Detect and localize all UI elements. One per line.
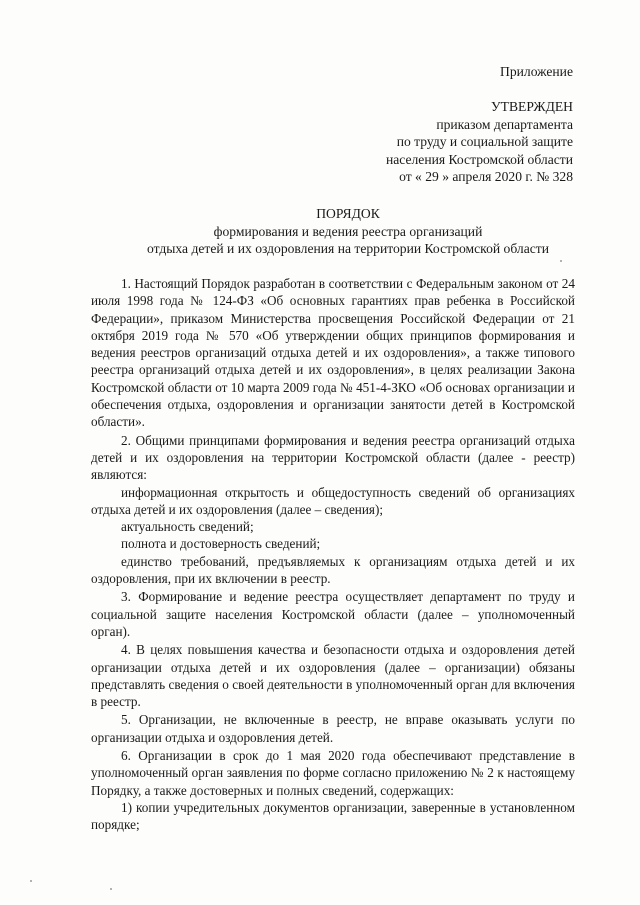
scan-speck [30, 880, 32, 882]
annex-label: Приложение [500, 64, 573, 79]
paragraph-5: 5. Организации, не включенные в реестр, не вправе оказывать услуги по организации отдыха и оздоровления детей. [91, 712, 575, 745]
paragraph-1: 1. Настоящий Порядок разработан в соответствии с Федеральным законом от 24 июля 1998 года № 124-ФЗ «Об основных гарантиях прав ребенка в Российской Федерации», приказом Министерства просвещения Российской Федерации от 21 октября 2019 года № 570 «Об утверждении общих принципов формирования и ведения реестров организаций отдыха детей и их оздоровления», а также типового реестра организаций отдыха детей и их оздоровления», в целях реализации Закона Костромской области от 10 марта 2009 года № 451-4-ЗКО «Об основах организации и обеспечения отдыха, оздоровления и организации занятости детей в Костромской области». [91, 276, 575, 430]
paragraph-6: 6. Организации в срок до 1 мая 2020 года обеспечивают представление в уполномоченный орган заявления по форме согласно приложению № 2 к настоящему Порядку, а также достоверных и полных сведений, содержащих: [91, 748, 575, 798]
paragraph-2: 2. Общими принципами формирования и ведения реестра организаций отдыха детей и их оздоровления на территории Костромской области (далее - реестр) являются: [91, 432, 575, 483]
approved-label: УТВЕРЖДЕН [491, 99, 573, 114]
paragraph-3: 3. Формирование и ведение реестра осуществляет департамент по труду и социальной защите населения Костромской области (далее – уполномоченный орган). [91, 589, 575, 639]
document-body [91, 275, 575, 834]
approval-line: по труду и социальной защите [396, 134, 573, 149]
title-heading: ПОРЯДОК [316, 206, 380, 221]
paragraph-2-item: единство требований, предъявляемых к организациям отдыха детей и их оздоровления, при их включении в реестр. [91, 553, 575, 587]
scan-speck [560, 260, 562, 262]
approval-line: приказом департамента [436, 116, 573, 132]
paragraph-2-item: полнота и достоверность сведений; [121, 536, 321, 552]
paragraph-2-item: информационная открытость и общедоступность сведений об организациях отдыха детей и их оздоровления (далее – сведения); [91, 484, 575, 517]
title-subtitle-line: формирования и ведения реестра организаций [213, 223, 483, 239]
title-subtitle-line: отдыха детей и их оздоровления на территории Костромской области [146, 241, 550, 256]
scan-speck [110, 888, 112, 890]
paragraph-2-item: актуальность сведений; [121, 519, 254, 535]
approval-block [386, 98, 573, 186]
approval-date-line: от « 29 » апреля 2020 г. № 328 [399, 169, 573, 184]
approval-line: населения Костромской области [385, 151, 573, 167]
document-title [108, 205, 588, 258]
paragraph-6-item-1: 1) копии учредительных документов организации, заверенные в установленном порядке; [91, 799, 575, 833]
paragraph-4: 4. В целях повышения качества и безопасности отдыха и оздоровления детей организации отдыха детей и их оздоровления (далее – организации) обязаны представлять сведения о своей деятельности в уполномоченный орган для включения в реестр. [91, 642, 575, 710]
